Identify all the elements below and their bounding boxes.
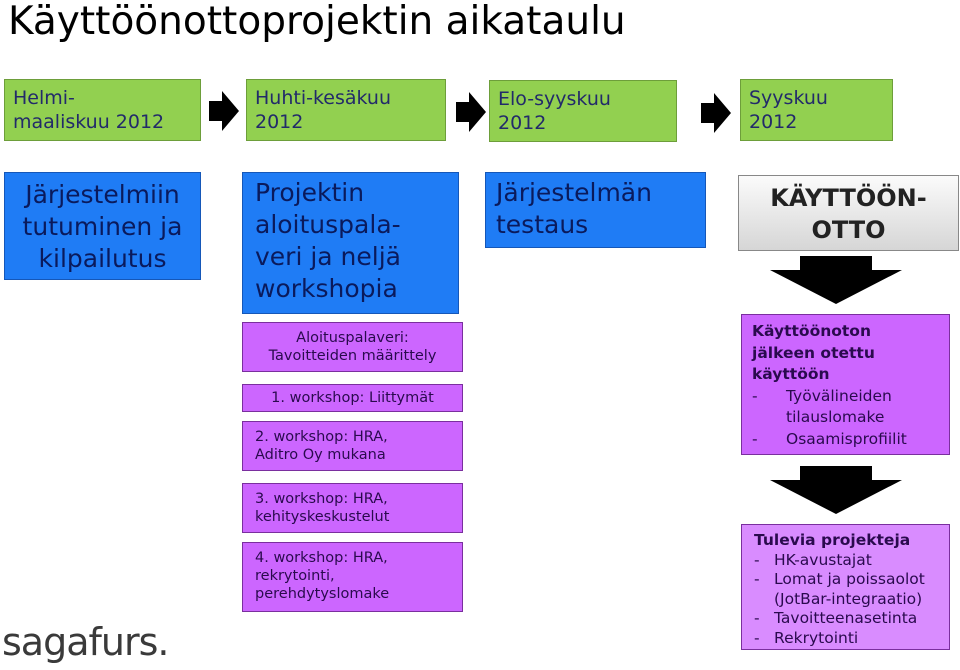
activity-2-line-1: Projektin <box>255 178 365 207</box>
activity-1-line-2: tutuminen ja <box>22 212 183 241</box>
workshop-2-line-1: 2. workshop: HRA, <box>255 429 388 445</box>
post-deployment-item: - Osaamisprofiilit <box>752 429 907 448</box>
workshop-3-line-1: 3. workshop: HRA, <box>255 491 388 507</box>
right-arrow-icon-1 <box>209 91 239 131</box>
post-deployment-heading-1: Käyttöönoton <box>752 322 871 340</box>
workshop-1-line-1: 1. workshop: Liittymät <box>271 390 434 406</box>
deployment-box <box>738 175 959 251</box>
activity-1-line-3: kilpailutus <box>38 244 167 273</box>
workshop-kickoff-line-1: Aloituspalaveri: <box>296 330 409 346</box>
down-arrow-icon-2 <box>770 466 902 514</box>
future-project-item: - Lomat ja poissaolot <box>754 570 925 589</box>
workshop-4-line-2: rekrytointi, <box>255 568 335 584</box>
workshop-box-kickoff <box>242 322 463 372</box>
workshop-box-3 <box>242 483 463 533</box>
activity-box-2 <box>242 172 459 314</box>
post-deployment-item-continuation: tilauslomake <box>786 408 885 426</box>
logo-dot: . <box>157 620 169 664</box>
post-deployment-box <box>741 314 950 455</box>
activity-3-line-2: testaus <box>496 210 589 239</box>
activity-3-line-1: Järjestelmän <box>496 178 652 207</box>
phase-1-line-1: Helmi- <box>13 87 75 109</box>
deployment-line-1: KÄYTTÖÖN- <box>770 184 927 212</box>
future-project-item: - Tavoitteenasetinta <box>754 609 918 628</box>
phase-3-line-1: Elo-syyskuu <box>498 88 611 110</box>
activity-2-line-3: veri ja neljä <box>255 242 401 271</box>
activity-2-line-2: aloituspala- <box>255 210 401 239</box>
post-deployment-heading-3: käyttöön <box>752 365 830 383</box>
phase-3-line-2: 2012 <box>498 112 547 134</box>
post-deployment-item: - Työvälineiden <box>752 386 892 405</box>
activity-box-3 <box>485 172 706 248</box>
activity-1-line-1: Järjestelmiin <box>25 180 180 209</box>
future-project-item: - HK-avustajat <box>754 550 872 569</box>
phase-1-line-2: maaliskuu 2012 <box>13 111 165 133</box>
post-deployment-heading-2: jälkeen otettu <box>752 343 875 362</box>
workshop-3-line-2: kehityskeskustelut <box>255 509 390 525</box>
activity-box-1 <box>4 172 201 280</box>
workshop-kickoff-line-2: Tavoitteiden määrittely <box>268 348 437 364</box>
workshop-box-4 <box>242 542 463 612</box>
workshop-box-1 <box>242 384 463 412</box>
sagafurs-logo <box>2 620 168 664</box>
right-arrow-icon-3 <box>701 93 731 133</box>
phase-box-2 <box>246 79 446 141</box>
workshop-4-line-1: 4. workshop: HRA, <box>255 550 388 566</box>
phase-2-line-2: 2012 <box>255 111 304 133</box>
activity-2-line-4: workshopia <box>255 274 398 303</box>
future-project-item: - Rekrytointi <box>754 628 859 647</box>
page-title: Käyttöönottoprojektin aikataulu <box>8 0 626 44</box>
phase-4-line-1: Syyskuu <box>749 87 828 109</box>
workshop-2-line-2: Aditro Oy mukana <box>255 447 386 463</box>
future-projects-heading: Tulevia projekteja <box>754 531 911 549</box>
phase-box-1 <box>4 79 201 141</box>
future-projects-list <box>754 551 949 649</box>
right-arrow-icon-2 <box>456 92 486 132</box>
post-deployment-list <box>752 386 949 451</box>
phase-4-line-2: 2012 <box>749 111 798 133</box>
phase-box-4 <box>740 79 893 141</box>
future-projects-box <box>741 524 950 650</box>
deployment-line-2: OTTO <box>811 216 886 244</box>
logo-text: sagafurs <box>2 620 158 664</box>
workshop-box-2 <box>242 421 463 471</box>
phase-2-line-1: Huhti-kesäkuu <box>255 87 392 109</box>
down-arrow-icon-1 <box>770 256 902 304</box>
phase-box-3 <box>489 80 677 142</box>
workshop-4-line-3: perehdytyslomake <box>255 586 390 602</box>
future-project-item-continuation: (JotBar-integraatio) <box>774 589 923 608</box>
